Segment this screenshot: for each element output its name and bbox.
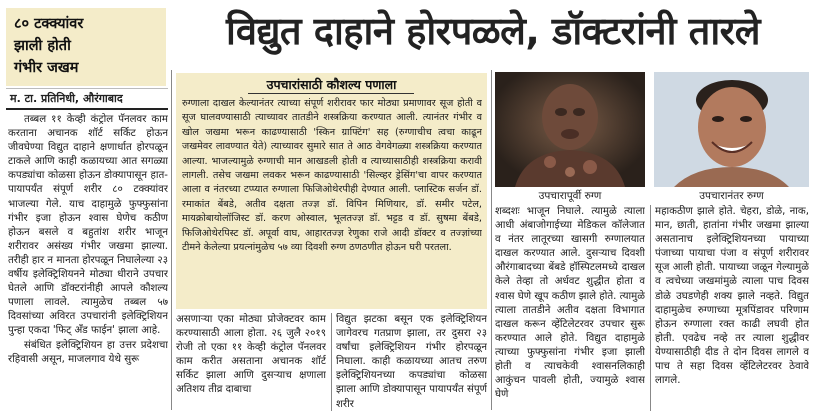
paragraph: असणाऱ्या एका मोठ्या प्रोजेक्टवर काम करण्यासाठी आला होता. २६ जुलै २०१९ रोजी तो एका ११ केव्ही कंट्रोल पॅनलवर काम करीत असताना अचानक शॉर्ट सर्किट झाला आणि दुसऱ्याच क्षणाला अतिशय तीव्र दाबाचा — [176, 314, 326, 396]
info-box-body: रुग्णाला दाखल केल्यानंतर त्याच्या संपूर्ण शरीरावर फार मोठ्या प्रमाणावर सूज होती व सूज घालवण्यासाठी त्याच्यावर तातडीने शस्त्रक्रिया करण्यात आली. त्यानंतर गंभीर व खोल जखमा भरून काढण्यासाठी 'स्किन ग्राफ्टिंग' सह (रुग्णाचीच त्वचा काढून जखमेवर लावण्यात येते) त्याच्यावर सुमारे सात ते आठ वेगवेगळ्या शस्त्रक्रिया करण्यात आल्या. भाजल्यामुळे रुग्णाची मान आखडली होती व त्याच्यासाठीही शस्त्रक्रिया करावी लागली. तसेच जखमा लवकर भरून काढण्यासाठी 'सिल्व्हर ड्रेसिंग'चा वापर करण्यात आला व नंतरच्या टप्प्यात रुग्णाला फिजिओथेरपीही देण्यात आली. प्लास्टिक सर्जन डॉ. रमाकांत बेंबडे, अतीव दक्षता तज्ज्ञ डॉ. विपिन मिणियार, डॉ. समीर पटेल, मायक्रोबायोलॉजिस्ट डॉ. करण ओस्वाल, भूलतज्ज्ञ डॉ. भट्टड व डॉ. सुषमा बेंबडे, फिजिओथेरपिस्ट डॉ. अपूर्वा वाघ, आहारतज्ज्ञ रेणुका राजे आदी डॉक्टर व तज्ज्ञांच्या टीमने केलेल्या प्रयत्नांमुळेच ५७ व्या दिवशी रुग्ण ठणठणीत होऊन घरी परतला. — [182, 98, 482, 254]
divider — [248, 93, 414, 94]
divider — [6, 108, 168, 110]
byline: म. टा. प्रतिनिधी, औरंगाबाद — [10, 92, 123, 105]
paragraph: महाकठीण झाले होते. चेहरा, डोळे, नाक, मान, छाती, हातांना गंभीर जखमा झाल्या असतानाच इलेक्ट्रिशियनच्या पायाच्या पंजाच्या पायाचा पंजा व संपूर्ण शरीरावर सूज आली होती. पायाच्या जळून गेल्यामुळे व त्वचेच्या जखमांमुळे त्याला पाच दिवस डोळे उघडणेही शक्य झाले नव्हते. विद्युत दाहामुळेच रुग्णाच्या मूत्रपिंडावर परिणाम होऊन रुग्णाला रक्त काढी लघवी होत होती. एवढेच नव्हे तर त्याला शुद्धीवर येण्यासाठीही दीड ते दोन दिवस लागले व पाच ते सहा दिवस व्हेंटिलेटरवर ठेवावे लागले. — [655, 206, 809, 387]
paragraph: विद्युत झटका बसून एक इलेक्ट्रिशियन जागेवरच गतप्राण झाला, तर दुसरा २३ वर्षांचा इलेक्ट्रिशियन गंभीर होरपळून निघाला. काही कळायच्या आतच तरुण इलेक्ट्रिशियनच्या कपड्यांचा कोळसा झाला आणि डोक्यापासून पायापर्यंत संपूर्ण शरीर — [336, 314, 487, 410]
kicker-line: ८० टक्क्यांवर — [14, 15, 84, 32]
kicker-line: झाली होती — [14, 37, 71, 54]
article-column-3 — [336, 313, 487, 411]
photo-caption: उपचारापूर्वी रुग्ण — [538, 190, 602, 202]
divider — [6, 88, 168, 89]
kicker-line: गंभीर जखम — [14, 59, 79, 76]
paragraph: शब्दशः भाजून निघाले. त्यामुळे त्याला आधी अंबाजोगाईच्या मेडिकल कॉलेजात व नंतर लातूरच्या खासगी रुग्णालयात दाखल करण्यात आले. दुसऱ्याच दिवशी औरंगाबादच्या बेंबडे हॉस्पिटलमध्ये दाखल केले तेव्हा तो अर्धवट शुद्धीत होता व श्वास घेणे खूप कठीण झाले होते. त्यामुळे त्याला तातडीने अतीव दक्षता विभागात दाखल करून व्हेंटिलेटरवर उपचार सुरू करण्यात आले होते. विद्युत दाहामुळे त्याच्या फुफ्फुसांना गंभीर इजा झाली होती व त्याचकेवी श्वासनलिकाही आकुंचन पावली होती, ज्यामुळे श्वास घेणे — [495, 206, 645, 401]
column-divider — [331, 313, 332, 411]
article-column-1 — [8, 113, 168, 411]
column-divider — [171, 70, 172, 410]
kicker-box — [6, 8, 166, 86]
article-column-4 — [495, 205, 645, 411]
column-divider — [650, 205, 651, 411]
photo-caption: उपचारानंतर रुग्ण — [699, 190, 764, 202]
info-box-title: उपचारांसाठी कौशल्य पणाला — [266, 77, 397, 92]
article-column-5 — [655, 205, 809, 411]
paragraph: संबंधित इलेक्ट्रिशियन हा उत्तर प्रदेशचा रहिवासी असून, माजलगाव येथे सुरू — [8, 339, 168, 365]
paragraph: तब्बल ११ केव्ही कंट्रोल पॅनलवर काम करताना अचानक शॉर्ट सर्किट होऊन जीवघेण्या विद्युत दाहाने क्षणार्धात होरपळून टाकले आणि काही कळायच्या आत सगळ्या कपड्यांचा कोळसा होऊन डोक्यापासून हात-पायापर्यंत संपूर्ण शरीर ८० टक्क्यांवर भाजल्या गेले. याच दाहामुळे फुफ्फुसांना गंभीर इजा होऊन श्वास घेणेच कठीण होऊन बसले व बहुतांश शरीर भाजून शरीरावर असंख्य गंभीर जखमा झाल्या. तरीही हार न मानता होरपळून निघालेल्या २३ वर्षीय इलेक्ट्रिशियनने मोठ्या धीराने उपचार घेतले आणि डॉक्टरांनीही आपले कौशल्य पणाला लावले. त्यामुळेच तब्बल ५७ दिवसांच्या अविरत उपचारांनी इलेक्ट्रिशियन पुन्हा एकदा 'फिट् अँड फाईन' झाला आहे. — [8, 114, 168, 337]
patient-before-photo — [495, 72, 645, 187]
patient-after-photo — [654, 72, 809, 187]
headline: विद्युत दाहाने होरपळले, डॉक्टरांनी तारले — [225, 9, 760, 53]
info-box — [176, 73, 487, 309]
column-divider — [491, 70, 492, 410]
article-column-2 — [176, 313, 326, 411]
